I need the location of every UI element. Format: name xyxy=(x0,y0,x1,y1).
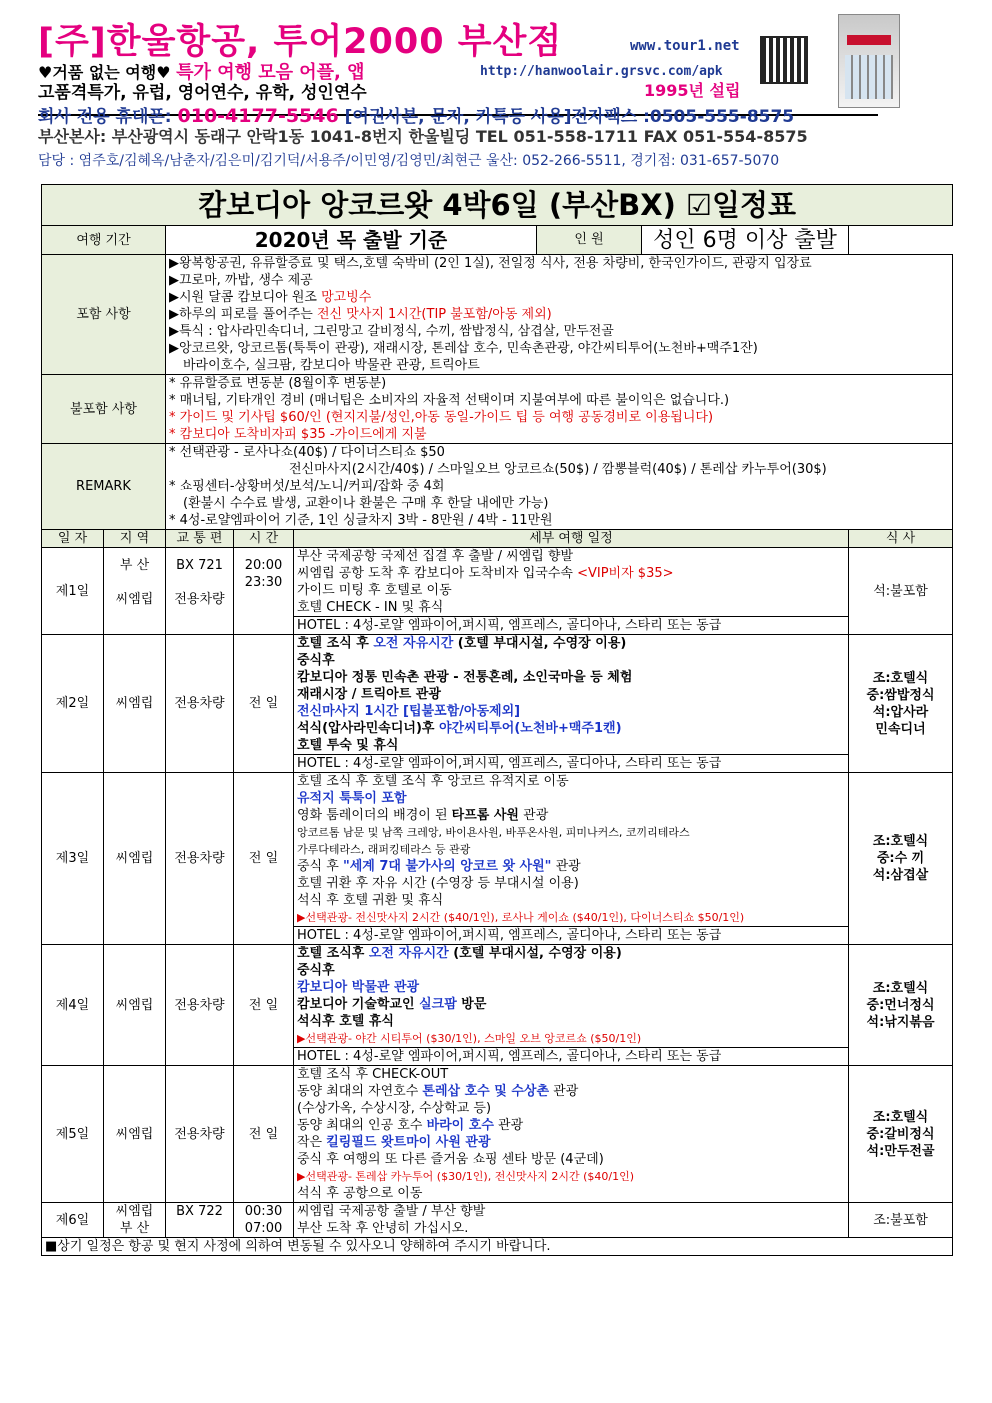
day-row: 제5일 씨엠립 전용차량 전 일 호텔 조식 후 CHECK-OUT 동양 최대의 자연호수 톤레삽 호수 및 수상촌 관광 (수상가옥, 수상시장, 수상학교 등) 동양 최대의 인공 호수 바라이 호수 관광 작은 킬링필드 왓트마이 사원 관광 중식 후 여행의 또 다른 즐거움 쇼핑 센타 방문 (4군데) ▶선택관광- 톤레삽 카누투어 ($30/1인), 전신맛사지 2시간 ($40/1인) 석식 후 공항으로 이동 조:호텔식 중:갈비정식 석:만두전골 xyxy=(42,1066,953,1203)
excludes-list: * 유류할증료 변동분 (8월이후 변동분) * 매너팁, 기타개인 경비 (매너팁은 소비자의 자율적 선택이며 지불여부에 따른 불이익은 없습니다.) * 가이드 및 기사팁 $60/인 (현지지불/성인,아동 동일-가이드 팁 등 여행 공동경비로 이용됩니다) * 캄보디아 도착비자피 $35 -가이드에게 지불 xyxy=(166,375,953,444)
itinerary-title: 캄보디아 앙코르왓 4박6일 (부산BX) ☑일정표 xyxy=(42,185,953,226)
letterhead xyxy=(38,14,958,169)
day-row: 제1일 부 산 씨엠립 BX 721 전용차량 20:00 23:30 부산 국제공항 국제선 집결 후 출발 / 씨엠립 향발 씨엠립 공항 도착 후 캄보디아 도착비자 입국수속 <VIP비자 $35> 가이드 미팅 후 호텔로 이동 호텔 CHECK - IN 및 휴식 HOTEL : 4성-로얄 엠파이어,퍼시픽, 엠프레스, 골디아나, 스타리 또는 동급 석:불포함 xyxy=(42,548,953,635)
day-row: 제4일 씨엠립 전용차량 전 일 호텔 조식후 오전 자유시간 (호텔 부대시설, 수영장 이용) 중식후 캄보디아 박물관 관광 캄보디아 기술학교인 실크팜 방문 석식후 호텔 휴식 ▶선택관광- 야간 시티투어 ($30/1인), 스마일 오브 앙코르쇼 ($50/1인) HOTEL : 4성-로얄 엠파이어,퍼시픽, 엠프레스, 골디아나, 스타리 또는 동급 조:호텔식 중:먼너정식 석:낚지볶음 xyxy=(42,945,953,1066)
footer-note: ■상기 일정은 항공 및 현지 사정에 의하여 변동될 수 있사오니 양해하여 주시기 바랍니다. xyxy=(42,1238,953,1256)
day-detail: 부산 국제공항 국제선 집결 후 출발 / 씨엠립 향발 씨엠립 공항 도착 후 캄보디아 도착비자 입국수속 <VIP비자 $35> 가이드 미팅 후 호텔로 이동 호텔 CHECK - IN 및 휴식 HOTEL : 4성-로얄 엠파이어,퍼시픽, 엠프레스, 골디아나, 스타리 또는 동급 xyxy=(294,548,849,635)
company-name: [주]한울항공, 투어2000 부산점 xyxy=(38,22,563,62)
contact-mobile: 회사 전용 휴대폰: 010-4177-5546 [여권사본, 문자, 카톡등 사용]전자팩스 :0505-555-8575 xyxy=(38,105,795,127)
col-day: 일 자 xyxy=(42,530,104,548)
day-row: 제6일 씨엠립 부 산 BX 722 00:30 07:00 씨엠립 국제공항 출발 / 부산 향발 부산 도착 후 안녕히 가십시오. 조:불포함 xyxy=(42,1203,953,1238)
day-row: 제2일 씨엠립 전용차량 전 일 호텔 조식 후 오전 자유시간 (호텔 부대시설, 수영장 이용) 중식후 캄보디아 정통 민속촌 관광 - 전통혼례, 소인국마을 등 체험 재래시장 / 트릭아트 관광 전신마사지 1시간 [팁불포함/아동제외] 석식(압사라민속디너)후 야간씨티투어(노천바+맥주1캔) 호텔 투숙 및 휴식 HOTEL : 4성-로얄 엠파이어,퍼시픽, 엠프레스, 골디아나, 스타리 또는 동급 조:호텔식 중:쌈밥정식 석:압사라 민속디너 xyxy=(42,635,953,773)
itinerary-table xyxy=(41,184,953,1256)
col-time: 시 간 xyxy=(234,530,294,548)
staff-list: 담당 : 염주호/김혜옥/남춘자/김은미/김기덕/서용주/이민영/김영민/최현근 울산: 052-266-5511, 경기점: 031-657-5070 xyxy=(38,153,780,169)
period-value: 2020년 목 출발 기준 xyxy=(254,227,448,252)
day-detail: 씨엠립 국제공항 출발 / 부산 향발 부산 도착 후 안녕히 가십시오. xyxy=(294,1203,849,1238)
includes-label: 포함 사항 xyxy=(42,255,166,375)
remark-list: * 선택관광 - 로사나쇼(40$) / 다이너스티쇼 $50 전신마사지(2시간/40$) / 스마일오브 앙코르쇼(50$) / 깜뽕블럭(40$) / 톤레삽 카누투어(30$) * 쇼핑센터-상황버섯/보석/노니/커피/잡화 중 4회 (환불시 수수료 발생, 교환이나 환불은 구매 후 한달 내에만 가능) * 4성-로얄엠파이어 기준, 1인 싱글차지 3박 - 8만원 / 4박 - 11만원 xyxy=(166,444,953,530)
col-detail: 세부 여행 일정 xyxy=(294,530,849,548)
column-headers xyxy=(42,530,953,548)
website-link[interactable]: www.tour1.net xyxy=(630,38,740,54)
excludes-label: 불포함 사항 xyxy=(42,375,166,444)
includes-list: ▶왕복항공권, 유류할증료 및 택스,호텔 숙박비 (2인 1실), 전일정 식사, 전용 차량비, 한국인가이드, 관광지 입장료 ▶끄로마, 까밥, 생수 제공 ▶시원 달콤 캄보디아 원조 망고빙수 ▶하루의 피로를 풀어주는 전신 맛사지 1시간(TIP 불포함/아동 제외) ▶특식 : 압사라민속디너, 그린망고 갈비정식, 수끼, 쌈밥정식, 삼겹살, 만두전골 ▶앙코르왓, 앙코르톰(툭툭이 관광), 재래시장, 톤레삽 호수, 민속촌관광, 야간씨티투어(노천바+맥주1잔) 바라이호수, 실크팜, 캄보디아 박물관 관광, 트릭아트 xyxy=(166,255,953,375)
col-region: 지 역 xyxy=(104,530,166,548)
categories: 고품격특가, 유럽, 영어연수, 유학, 성인연수 xyxy=(38,83,367,103)
day-detail: 호텔 조식후 오전 자유시간 (호텔 부대시설, 수영장 이용) 중식후 캄보디아 박물관 관광 캄보디아 기술학교인 실크팜 방문 석식후 호텔 휴식 ▶선택관광- 야간 시티투어 ($30/1인), 스마일 오브 앙코르쇼 ($50/1인) HOTEL : 4성-로얄 엠파이어,퍼시픽, 엠프레스, 골디아나, 스타리 또는 동급 xyxy=(294,945,849,1066)
people-label: 인 원 xyxy=(536,226,642,254)
established: 1995년 설립 xyxy=(644,81,741,100)
app-link[interactable]: http://hanwoolair.grsvc.com/apk xyxy=(480,64,723,79)
day-row: 제3일 씨엠립 전용차량 전 일 호텔 조식 후 호텔 조식 후 앙코르 유적지로 이동 유적지 툭툭이 포함 영화 툼레이더의 배경이 된 타프롬 사원 관광 앙코르톰 남문 및 남쪽 크레앙, 바이욘사원, 바푸온사원, 피미나커스, 코끼리테라스 가루다테라스, 래퍼킹테라스 등 관광 중식 후 "세계 7대 불가사의 앙코르 왓 사원" 관광 호텔 귀환 후 자유 시간 (수영장 등 부대시설 이용) 석식 후 호텔 귀환 및 휴식 ▶선택관광- 전신맛사지 2시간 ($40/1인), 로사나 게이쇼 ($40/1인), 다이너스티쇼 $50/1인) HOTEL : 4성-로얄 엠파이어,퍼시픽, 엠프레스, 골디아나, 스타리 또는 동급 조:호텔식 중:수 끼 석:삼겹살 xyxy=(42,773,953,945)
people-value: 성인 6명 이상 출발 xyxy=(653,227,837,253)
period-label: 여행 기간 xyxy=(42,226,166,255)
col-meal: 식 사 xyxy=(849,530,953,548)
remark-label: REMARK xyxy=(42,444,166,530)
day-detail: 호텔 조식 후 호텔 조식 후 앙코르 유적지로 이동 유적지 툭툭이 포함 영화 툼레이더의 배경이 된 타프롬 사원 관광 앙코르톰 남문 및 남쪽 크레앙, 바이욘사원, 바푸온사원, 피미나커스, 코끼리테라스 가루다테라스, 래퍼킹테라스 등 관광 중식 후 "세계 7대 불가사의 앙코르 왓 사원" 관광 호텔 귀환 후 자유 시간 (수영장 등 부대시설 이용) 석식 후 호텔 귀환 및 휴식 ▶선택관광- 전신맛사지 2시간 ($40/1인), 로사나 게이쇼 ($40/1인), 다이너스티쇼 $50/1인) HOTEL : 4성-로얄 엠파이어,퍼시픽, 엠프레스, 골디아나, 스타리 또는 동급 xyxy=(294,773,849,945)
qr-code-icon xyxy=(760,36,808,84)
day-detail: 호텔 조식 후 CHECK-OUT 동양 최대의 자연호수 톤레삽 호수 및 수상촌 관광 (수상가옥, 수상시장, 수상학교 등) 동양 최대의 인공 호수 바라이 호수 관광 작은 킬링필드 왓트마이 사원 관광 중식 후 여행의 또 다른 즐거움 쇼핑 센타 방문 (4군데) ▶선택관광- 톤레삽 카누투어 ($30/1인), 전신맛사지 2시간 ($40/1인) 석식 후 공항으로 이동 xyxy=(294,1066,849,1203)
col-transport: 교 통 편 xyxy=(166,530,234,548)
office-building-photo xyxy=(838,14,900,108)
address: 부산본사: 부산광역시 동래구 안락1동 1041-8번지 한울빌딩 TEL 051-558-1711 FAX 051-554-8575 xyxy=(38,127,808,146)
day-detail: 호텔 조식 후 오전 자유시간 (호텔 부대시설, 수영장 이용) 중식후 캄보디아 정통 민속촌 관광 - 전통혼례, 소인국마을 등 체험 재래시장 / 트릭아트 관광 전신마사지 1시간 [팁불포함/아동제외] 석식(압사라민속디너)후 야간씨티투어(노천바+맥주1캔) 호텔 투숙 및 휴식 HOTEL : 4성-로얄 엠파이어,퍼시픽, 엠프레스, 골디아나, 스타리 또는 동급 xyxy=(294,635,849,773)
slogan: ♥거품 없는 여행♥ 특가 여행 모음 어플, 앱 xyxy=(38,62,365,83)
